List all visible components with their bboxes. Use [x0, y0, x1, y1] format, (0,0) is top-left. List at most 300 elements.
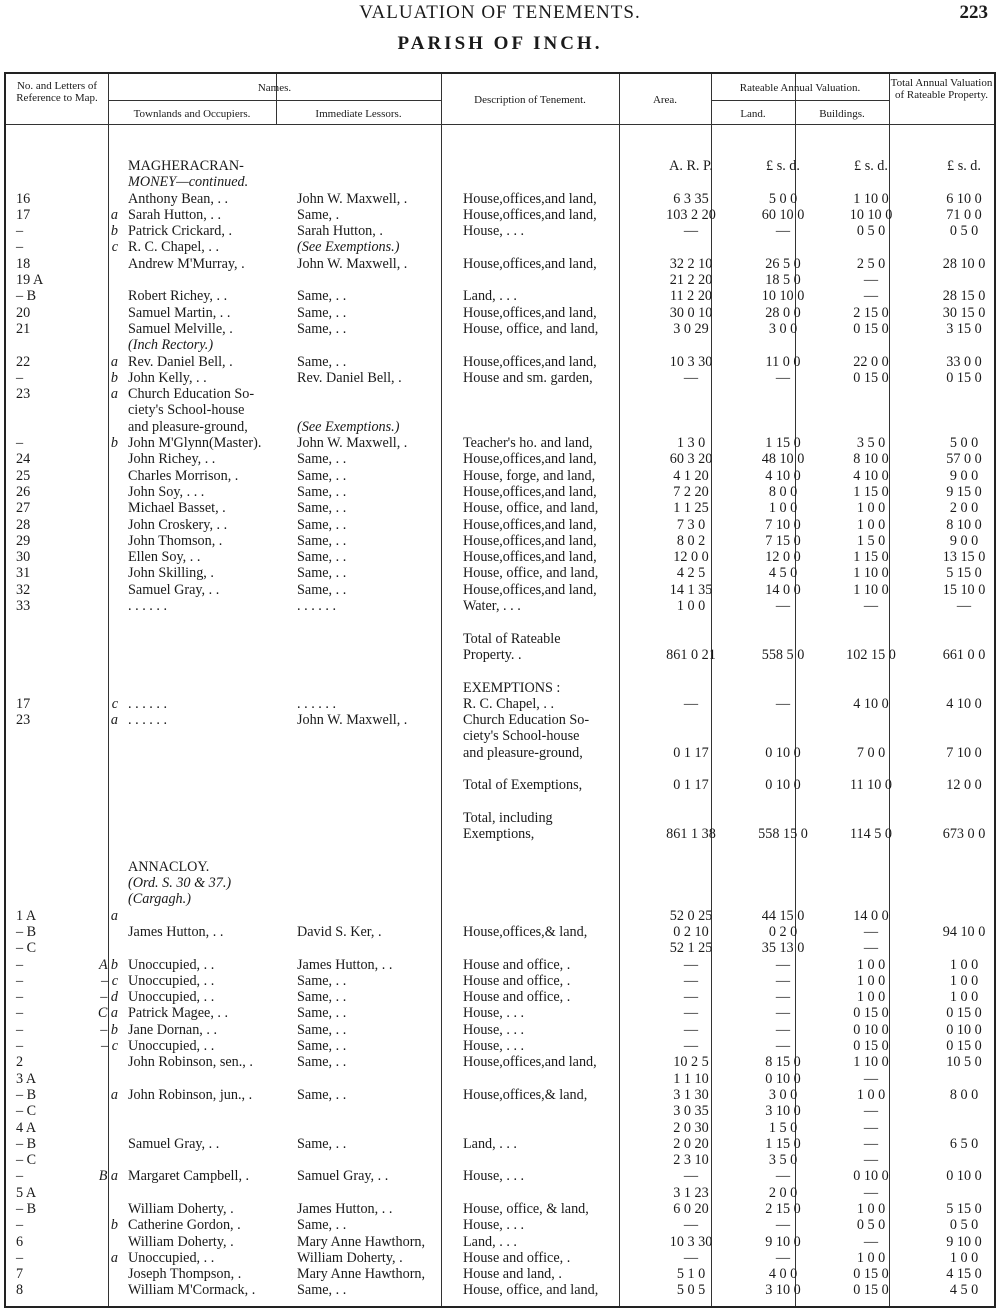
cell-les: Same, . .: [297, 304, 347, 321]
cell-tot: [915, 1120, 1000, 1136]
cell-tot: 0 5 0: [949, 1217, 979, 1234]
cell-area: —: [683, 1168, 699, 1185]
cell-land: £ s. d.: [766, 158, 800, 174]
cell-occ: [126, 272, 295, 288]
cell-area: —: [683, 369, 699, 386]
cell-let: [78, 810, 126, 826]
cell-les: Same, . .: [297, 1282, 347, 1299]
cell-les: Same, .: [297, 206, 340, 223]
cell-bld: 1 10 0: [853, 581, 889, 598]
table-row: [6, 875, 1000, 891]
table-row: [6, 288, 1000, 304]
table-row: [6, 842, 1000, 858]
table-row: [6, 891, 1000, 907]
table-row: [6, 565, 1000, 581]
cell-let: – d: [100, 989, 118, 1006]
table-row: [6, 533, 1000, 549]
cell-les: (See Exemptions.): [297, 418, 400, 435]
cell-area: —: [683, 1249, 699, 1266]
cell-bld: —: [863, 940, 879, 957]
cell-let: [78, 337, 126, 353]
cell-tot: [915, 940, 1000, 956]
cell-les: Same, . .: [297, 1021, 347, 1038]
table-row: [6, 859, 1000, 875]
table-row: [6, 647, 1000, 663]
cell-tot: 9 0 0: [949, 532, 979, 549]
cell-desc: R. C. Chapel, . .: [463, 695, 555, 712]
cell-tot: 4 5 0: [949, 1282, 979, 1299]
cell-desc: Land, . . .: [463, 288, 517, 305]
cell-occ: . . . . . .: [128, 598, 168, 615]
cell-no: 31: [16, 565, 31, 582]
cell-tot: [915, 1185, 1000, 1201]
cell-les: [295, 891, 461, 907]
cell-desc: House and office, .: [463, 972, 571, 989]
cell-les: [295, 663, 461, 679]
table-row: [6, 745, 1000, 761]
cell-area: [643, 631, 739, 647]
cell-les: [295, 875, 461, 891]
cell-desc: [461, 842, 643, 858]
cell-no: 29: [16, 532, 31, 549]
cell-let: [78, 305, 126, 321]
header-lessors: Immediate Lessors.: [315, 108, 402, 120]
cell-let: [78, 500, 126, 516]
cell-les: Mary Anne Hawthorn,: [297, 1233, 426, 1250]
cell-desc: [461, 174, 643, 190]
cell-land: 1 5 0: [768, 1119, 798, 1136]
table-row: [6, 957, 1000, 973]
cell-no: 19 A: [16, 272, 44, 289]
cell-les: [295, 826, 461, 842]
cell-tot: [915, 663, 1000, 679]
cell-les: [295, 1185, 461, 1201]
cell-let: [78, 663, 126, 679]
cell-area: 3 1 23: [673, 1184, 709, 1201]
cell-bld: 10 10 0: [849, 206, 893, 223]
cell-occ: William Doherty, .: [128, 1201, 234, 1217]
cell-tot: [915, 174, 1000, 190]
cell-desc: House,offices,and land,: [463, 532, 597, 549]
cell-no: 18: [16, 255, 31, 272]
cell-desc: House,offices,and land,: [463, 190, 597, 207]
cell-occ: [126, 728, 295, 744]
cell-occ: MAGHERACRAN-: [128, 158, 244, 174]
cell-area: [643, 337, 739, 353]
cell-area: —: [683, 1021, 699, 1038]
cell-tot: 9 0 0: [949, 467, 979, 484]
cell-les: [295, 859, 461, 875]
cell-desc: House,offices,and land,: [463, 206, 597, 223]
cell-no: –: [16, 956, 24, 973]
cell-les: [295, 158, 461, 174]
cell-let: – b: [100, 1021, 118, 1038]
cell-desc: Total of Rateable: [463, 630, 561, 647]
cell-area: [643, 239, 739, 255]
table-row: [6, 1152, 1000, 1168]
cell-desc: Exemptions,: [463, 826, 535, 843]
cell-bld: 2 5 0: [856, 255, 886, 272]
cell-desc: [461, 794, 643, 810]
cell-desc: House,offices,and land,: [463, 255, 597, 272]
cell-let: [78, 940, 126, 956]
cell-tot: 28 15 0: [942, 288, 986, 305]
table-row: [6, 1005, 1000, 1021]
cell-area: —: [683, 1038, 699, 1055]
cell-let: [78, 1266, 126, 1282]
cell-tot: [915, 239, 1000, 255]
cell-land: —: [775, 1038, 791, 1055]
cell-occ: Patrick Magee, . .: [128, 1005, 229, 1022]
cell-bld: 0 5 0: [856, 1217, 886, 1234]
cell-bld: —: [863, 598, 879, 615]
cell-area: 0 1 17: [673, 744, 709, 761]
cell-bld: 1 10 0: [853, 190, 889, 207]
cell-bld: 0 15 0: [853, 320, 889, 337]
table-row: [6, 272, 1000, 288]
cell-area: 3 0 35: [673, 1103, 709, 1120]
table-row: [6, 549, 1000, 565]
cell-no: 16: [16, 190, 31, 207]
cell-occ: [126, 745, 295, 761]
cell-tot: [915, 875, 1000, 891]
cell-les: . . . . . .: [297, 695, 337, 712]
cell-tot: 1 0 0: [949, 956, 979, 973]
cell-let: [78, 924, 126, 940]
cell-area: 1 1 25: [673, 500, 709, 517]
cell-bld: [827, 631, 915, 647]
cell-land: 2 0 0: [768, 1184, 798, 1201]
cell-land: 60 10 0: [761, 206, 805, 223]
cell-bld: [827, 174, 915, 190]
cell-tot: [915, 386, 1000, 402]
cell-tot: 33 0 0: [946, 353, 982, 370]
table-row: [6, 1038, 1000, 1054]
cell-les: James Hutton, . .: [297, 1201, 393, 1217]
cell-occ: MONEY—continued.: [128, 174, 249, 191]
cell-les: Same, . .: [297, 989, 347, 1006]
cell-tot: 8 10 0: [946, 516, 982, 533]
cell-land: —: [775, 1249, 791, 1266]
cell-area: [643, 174, 739, 190]
cell-no: 32: [16, 581, 31, 598]
cell-no: –: [16, 972, 24, 989]
cell-occ: Unoccupied, . .: [128, 956, 215, 973]
cell-occ: [126, 908, 295, 924]
cell-bld: [827, 712, 915, 728]
cell-bld: [827, 891, 915, 907]
cell-bld: 1 0 0: [856, 516, 886, 533]
cell-occ: [126, 1071, 295, 1087]
cell-bld: [827, 402, 915, 418]
cell-les: [295, 631, 461, 647]
cell-occ: ciety's School-house: [128, 402, 245, 419]
cell-let: [78, 533, 126, 549]
cell-les: Same, . .: [297, 549, 347, 566]
cell-area: A. R. P.: [669, 158, 713, 174]
cell-desc: [461, 158, 643, 174]
cell-tot: 1 0 0: [949, 989, 979, 1006]
cell-let: b: [110, 435, 118, 452]
cell-area: 2 3 10: [673, 1152, 709, 1169]
cell-occ: Ellen Soy, . .: [128, 549, 201, 566]
table-row: [6, 908, 1000, 924]
cell-occ: (Cargagh.): [128, 891, 191, 908]
cell-les: Same, . .: [297, 1135, 347, 1152]
cell-bld: 1 0 0: [856, 1249, 886, 1266]
cell-area: —: [683, 223, 699, 240]
cell-let: [78, 631, 126, 647]
page-header: [0, 0, 1000, 26]
cell-les: Same, . .: [297, 1217, 347, 1234]
header-names: Names.: [257, 82, 292, 94]
cell-occ: [126, 614, 295, 630]
cell-land: [739, 402, 827, 418]
cell-land: [739, 875, 827, 891]
cell-area: 861 1 38: [666, 826, 716, 843]
cell-no: –: [16, 239, 24, 256]
cell-no: [6, 419, 78, 435]
cell-let: [78, 419, 126, 435]
cell-land: 1 15 0: [765, 435, 801, 452]
cell-les: [295, 337, 461, 353]
cell-occ: John Thomson, .: [128, 532, 223, 549]
cell-land: 48 10 0: [761, 451, 805, 468]
valuation-rows: [6, 158, 1000, 1299]
cell-land: 14 0 0: [765, 581, 801, 598]
cell-desc: House,offices,& land,: [463, 1086, 588, 1103]
cell-area: 52 0 25: [669, 907, 713, 924]
cell-no: – C: [16, 940, 37, 957]
cell-let: [78, 321, 126, 337]
cell-land: [739, 891, 827, 907]
cell-let: [78, 468, 126, 484]
header-rateable: Rateable Annual Valuation.: [739, 82, 861, 94]
cell-area: 6 3 35: [673, 190, 709, 207]
cell-area: 1 0 0: [676, 598, 706, 615]
cell-les: [295, 1120, 461, 1136]
cell-land: 26 5 0: [765, 255, 801, 272]
table-row: [6, 1201, 1000, 1217]
cell-les: Same, . .: [297, 467, 347, 484]
cell-let: [78, 842, 126, 858]
table-row: [6, 696, 1000, 712]
cell-no: 33: [16, 598, 31, 615]
cell-area: 4 1 20: [673, 467, 709, 484]
cell-no: [6, 402, 78, 418]
cell-no: – C: [16, 1152, 37, 1169]
cell-let: [78, 256, 126, 272]
header-subrule: [711, 100, 889, 101]
cell-occ: Unoccupied, . .: [128, 1249, 215, 1266]
cell-no: –: [16, 1168, 24, 1185]
cell-land: 10 10 0: [761, 288, 805, 305]
cell-les: Same, . .: [297, 516, 347, 533]
cell-occ: [126, 777, 295, 793]
cell-area: 30 0 10: [669, 304, 713, 321]
cell-bld: 3 5 0: [856, 435, 886, 452]
table-row: [6, 337, 1000, 353]
cell-no: [6, 761, 78, 777]
cell-tot: 673 0 0: [942, 826, 986, 843]
cell-bld: 1 10 0: [853, 565, 889, 582]
cell-occ: Michael Basset, .: [128, 500, 226, 517]
cell-no: 30: [16, 549, 31, 566]
cell-no: – B: [16, 923, 37, 940]
cell-les: [295, 940, 461, 956]
cell-desc: House, office, & land,: [463, 1201, 589, 1217]
cell-les: John W. Maxwell, .: [297, 190, 408, 207]
cell-area: [643, 794, 739, 810]
cell-let: B a: [98, 1168, 118, 1185]
cell-desc: Teacher's ho. and land,: [463, 435, 593, 452]
cell-les: David S. Ker, .: [297, 923, 382, 940]
cell-land: 7 15 0: [765, 532, 801, 549]
cell-bld: —: [863, 1119, 879, 1136]
cell-les: [295, 908, 461, 924]
cell-les: Same, . .: [297, 1086, 347, 1103]
cell-les: Same, . .: [297, 451, 347, 468]
cell-occ: Samuel Gray, . .: [128, 1135, 220, 1152]
cell-desc: House, . . .: [463, 1005, 525, 1022]
header-total: Total Annual Valuation of Rateable Property.: [890, 77, 993, 101]
cell-tot: [915, 614, 1000, 630]
cell-area: —: [683, 956, 699, 973]
cell-let: [78, 777, 126, 793]
cell-land: 3 5 0: [768, 1152, 798, 1169]
cell-bld: 1 0 0: [856, 500, 886, 517]
cell-area: [643, 728, 739, 744]
cell-no: [6, 680, 78, 696]
cell-land: [739, 842, 827, 858]
cell-area: 1 1 10: [673, 1070, 709, 1087]
cell-bld: 0 15 0: [853, 1266, 889, 1283]
cell-les: [295, 647, 461, 663]
cell-desc: House,offices,and land,: [463, 581, 597, 598]
cell-land: 0 2 0: [768, 923, 798, 940]
cell-occ: (Inch Rectory.): [128, 337, 214, 354]
table-row: [6, 1136, 1000, 1152]
cell-desc: [461, 337, 643, 353]
table-row: [6, 761, 1000, 777]
cell-let: [78, 859, 126, 875]
cell-land: 8 0 0: [768, 483, 798, 500]
cell-area: 5 0 5: [676, 1282, 706, 1299]
cell-occ: Samuel Martin, . .: [128, 304, 231, 321]
cell-area: [643, 419, 739, 435]
table-row: [6, 174, 1000, 190]
cell-les: [295, 745, 461, 761]
cell-desc: Total, including: [463, 809, 553, 826]
cell-let: [78, 565, 126, 581]
cell-desc: [461, 891, 643, 907]
cell-land: —: [775, 972, 791, 989]
cell-let: a: [110, 386, 118, 403]
cell-area: —: [683, 1005, 699, 1022]
cell-occ: Rev. Daniel Bell, .: [128, 353, 233, 370]
cell-no: 4 A: [16, 1119, 37, 1136]
cell-no: – C: [16, 1103, 37, 1120]
cell-desc: House, . . .: [463, 1168, 525, 1185]
table-row: [6, 663, 1000, 679]
cell-let: [78, 272, 126, 288]
cell-no: – B: [16, 288, 37, 305]
cell-no: [6, 777, 78, 793]
cell-desc: [461, 614, 643, 630]
cell-bld: [827, 728, 915, 744]
table-row: [6, 1087, 1000, 1103]
cell-land: 4 0 0: [768, 1266, 798, 1283]
cell-area: 1 3 0: [676, 435, 706, 452]
cell-let: – c: [101, 972, 118, 989]
cell-area: 12 0 0: [673, 549, 709, 566]
table-row: [6, 728, 1000, 744]
cell-desc: House, . . .: [463, 1021, 525, 1038]
cell-no: 3 A: [16, 1070, 37, 1087]
cell-land: [739, 712, 827, 728]
cell-desc: Land, . . .: [463, 1233, 517, 1250]
cell-bld: [827, 810, 915, 826]
table-row: [6, 1022, 1000, 1038]
cell-bld: 1 0 0: [856, 1201, 886, 1217]
table-row: [6, 484, 1000, 500]
cell-les: . . . . . .: [297, 598, 337, 615]
cell-bld: —: [863, 1103, 879, 1120]
cell-occ: [126, 1120, 295, 1136]
cell-area: 0 2 10: [673, 923, 709, 940]
cell-desc: House, . . .: [463, 223, 525, 240]
cell-area: 21 2 20: [669, 272, 713, 289]
cell-land: 558 5 0: [761, 646, 805, 663]
table-row: [6, 614, 1000, 630]
cell-no: –: [16, 1217, 24, 1234]
cell-bld: 22 0 0: [853, 353, 889, 370]
table-row: [6, 1120, 1000, 1136]
cell-bld: 4 10 0: [853, 695, 889, 712]
cell-les: Same, . .: [297, 532, 347, 549]
cell-occ: and pleasure-ground,: [128, 418, 248, 435]
cell-tot: 0 15 0: [946, 1005, 982, 1022]
header-subrule: [108, 100, 441, 101]
table-row: [6, 1250, 1000, 1266]
cell-let: [78, 402, 126, 418]
cell-let: A b: [98, 956, 118, 973]
cell-bld: 114 5 0: [849, 826, 893, 843]
cell-bld: 0 15 0: [853, 1282, 889, 1299]
cell-let: [78, 288, 126, 304]
cell-occ: [126, 663, 295, 679]
table-row: [6, 1071, 1000, 1087]
cell-tot: 6 5 0: [949, 1135, 979, 1152]
cell-no: 27: [16, 500, 31, 517]
cell-desc: [461, 1071, 643, 1087]
cell-les: John W. Maxwell, .: [297, 255, 408, 272]
cell-occ: . . . . . .: [128, 695, 168, 712]
cell-occ: [126, 680, 295, 696]
cell-desc: House, office, and land,: [463, 320, 599, 337]
cell-les: [295, 810, 461, 826]
cell-area: [643, 402, 739, 418]
cell-let: [78, 484, 126, 500]
cell-area: 8 0 2: [676, 532, 706, 549]
cell-land: 4 5 0: [768, 565, 798, 582]
cell-area: [643, 663, 739, 679]
cell-tot: 12 0 0: [946, 777, 982, 794]
cell-tot: 4 15 0: [946, 1266, 982, 1283]
cell-occ: [126, 1103, 295, 1119]
cell-tot: 8 0 0: [949, 1086, 979, 1103]
cell-occ: Andrew M'Murray, .: [128, 255, 245, 272]
